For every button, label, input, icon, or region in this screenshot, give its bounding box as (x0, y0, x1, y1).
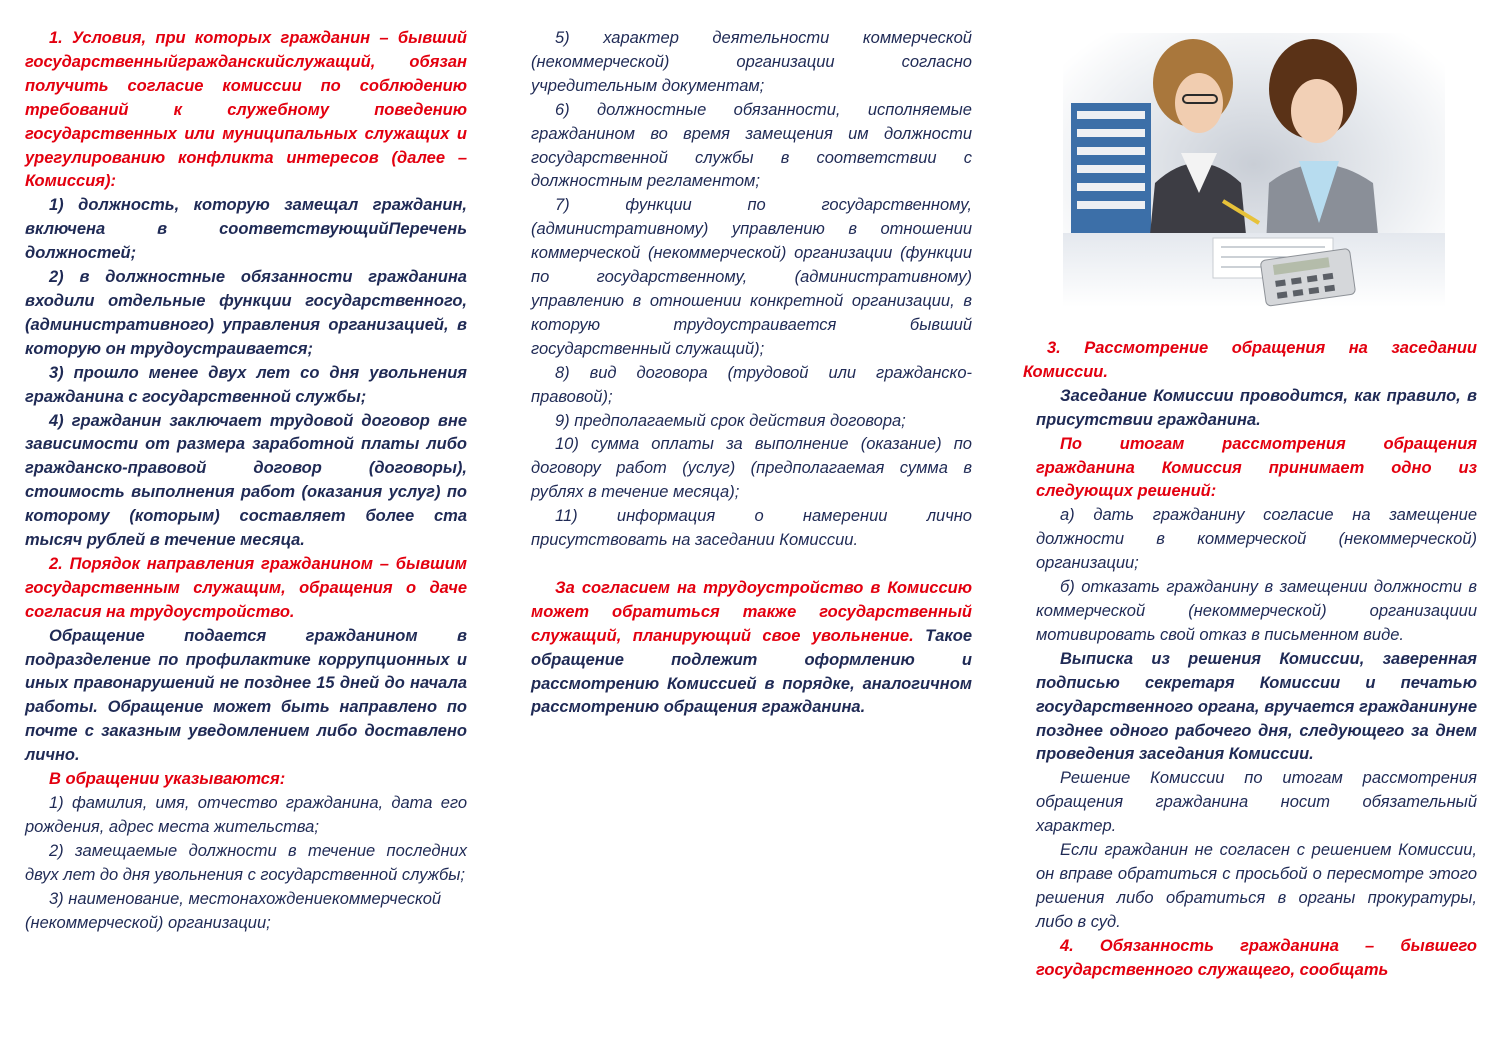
extract-paragraph: Выписка из решения Комиссии, заверенная подписью секретаря Комиссии и печатью государственного органа, вручается гражданинуне позднее одного рабочего дня, следующего за днем проведения заседания Комиссии. (1036, 649, 1477, 764)
decision-a: а) дать гражданину согласие на замещение должности в коммерческой (некоммерческой) организации; (1036, 506, 1477, 573)
heading-contents: В обращении указываются: (49, 770, 286, 789)
column-middle (531, 27, 972, 720)
spacer (531, 553, 972, 577)
resignation-note (531, 577, 972, 720)
resignation-note-tail: Такое обращение подлежит оформлению и рассмотрению Комиссией в порядке, аналогичном рассмотрению обращения гражданина. (531, 626, 973, 717)
condition-item-2: 2) в должностные обязанности гражданина входили отдельные функции государственного, (административного) управления организацией, в которую он трудоустраивается; (25, 268, 467, 358)
contents-item-11: 11) информация о намерении лично присутствовать на заседании Комиссии. (531, 507, 972, 550)
contents-item-6: 6) должностные обязанности, исполняемые гражданином во время замещения им должности государственной службы в соответствии с должностным регламентом; (531, 100, 972, 191)
appeal-paragraph: Если гражданин не согласен с решением Комиссии, он вправе обратиться с просьбой о пересмотре этого решения либо обратиться в органы прокуратуры, либо в суд. (1036, 841, 1477, 931)
contents-item-5: 5) характер деятельности коммерческой (некоммерческой) организации согласно учредительным документам; (531, 29, 972, 95)
procedure-paragraph: Обращение подается гражданином в подразделение по профилактике коррупционных и иных правонарушений не позднее 15 дней до начала работы. Обращение может быть направлено по почте с заказным уведомлением либо доставлено лично. (25, 626, 467, 765)
decision-b: б) отказать гражданину в замещении должности в коммерческой (некоммерческой) организациии мотивировать свой отказ в письменном виде. (1036, 578, 1477, 644)
condition-item-3: 3) прошло менее двух лет со дня увольнения гражданина с государственной службы; (25, 363, 467, 406)
spacer (1023, 307, 1477, 337)
condition-item-4: 4) гражданин заключает трудовой договор вне зависимости от размера заработной платы либо гражданско-правовой договор (договоры), стоимость выполнения работ (оказания услуг) по которому (которым) составляет более ста тысяч рублей в течение месяца. (25, 411, 467, 550)
heading-review: 3. Рассмотрение обращения на заседании Комиссии. (1023, 339, 1477, 381)
heading-conditions: 1. Условия, при которых гражданин – бывший государственныйгражданскийслужащий, обязан получить согласие комиссии по соблюдению требований к служебному поведению государственных или муниципальных служащих и урегулированию конфликта интересов (далее – Комиссия): (25, 29, 467, 191)
heading-decisions: По итогам рассмотрения обращения гражданина Комиссия принимает одно из следующих решений: (1036, 434, 1477, 501)
column-left (25, 27, 467, 935)
column-right (1023, 27, 1477, 982)
binding-paragraph: Решение Комиссии по итогам рассмотрения обращения гражданина носит обязательный характер. (1036, 769, 1477, 836)
office-photo (1063, 33, 1445, 307)
heading-procedure: 2. Порядок направления гражданином – бывшим государственным служащим, обращения о даче согласия на трудоустройство. (25, 554, 467, 621)
contents-item-2: 2) замещаемые должности в течение последних двух лет до дня увольнения с государственной службы; (25, 841, 467, 884)
contents-item-3: 3) наименование, местонахождениекоммерческой (некоммерческой) организации; (25, 889, 442, 932)
contents-item-9: 9) предполагаемый срок действия договора; (555, 411, 906, 430)
review-paragraph: Заседание Комиссии проводится, как правило, в присутствии гражданина. (1036, 386, 1477, 429)
condition-item-1: 1) должность, которую замещал гражданин, включена в соответствующийПеречень должностей; (25, 196, 467, 263)
contents-item-1: 1) фамилия, имя, отчество гражданина, дата его рождения, адрес места жительства; (25, 794, 467, 836)
heading-obligation: 4. Обязанность гражданина – бывшего государственного служащего, сообщать (1036, 936, 1477, 979)
contents-item-8: 8) вид договора (трудовой или гражданско-правовой); (531, 363, 972, 406)
resignation-note-red: За согласием на трудоустройство в Комиссию может обратиться также государственный служащий, планирующий свое увольнение. (531, 578, 972, 645)
contents-item-10: 10) сумма оплаты за выполнение (оказание) по договору работ (услуг) (предполагаемая сумма в рублях в течение месяца); (531, 435, 972, 502)
contents-item-7: 7) функции по государственному, (административному) управлению в отношении коммерческой (некоммерческой) организации (функции по государственному, (административному) управлению в отношении конкретной организации, в которую трудоустраивается бывший государственный служащий); (531, 196, 972, 358)
